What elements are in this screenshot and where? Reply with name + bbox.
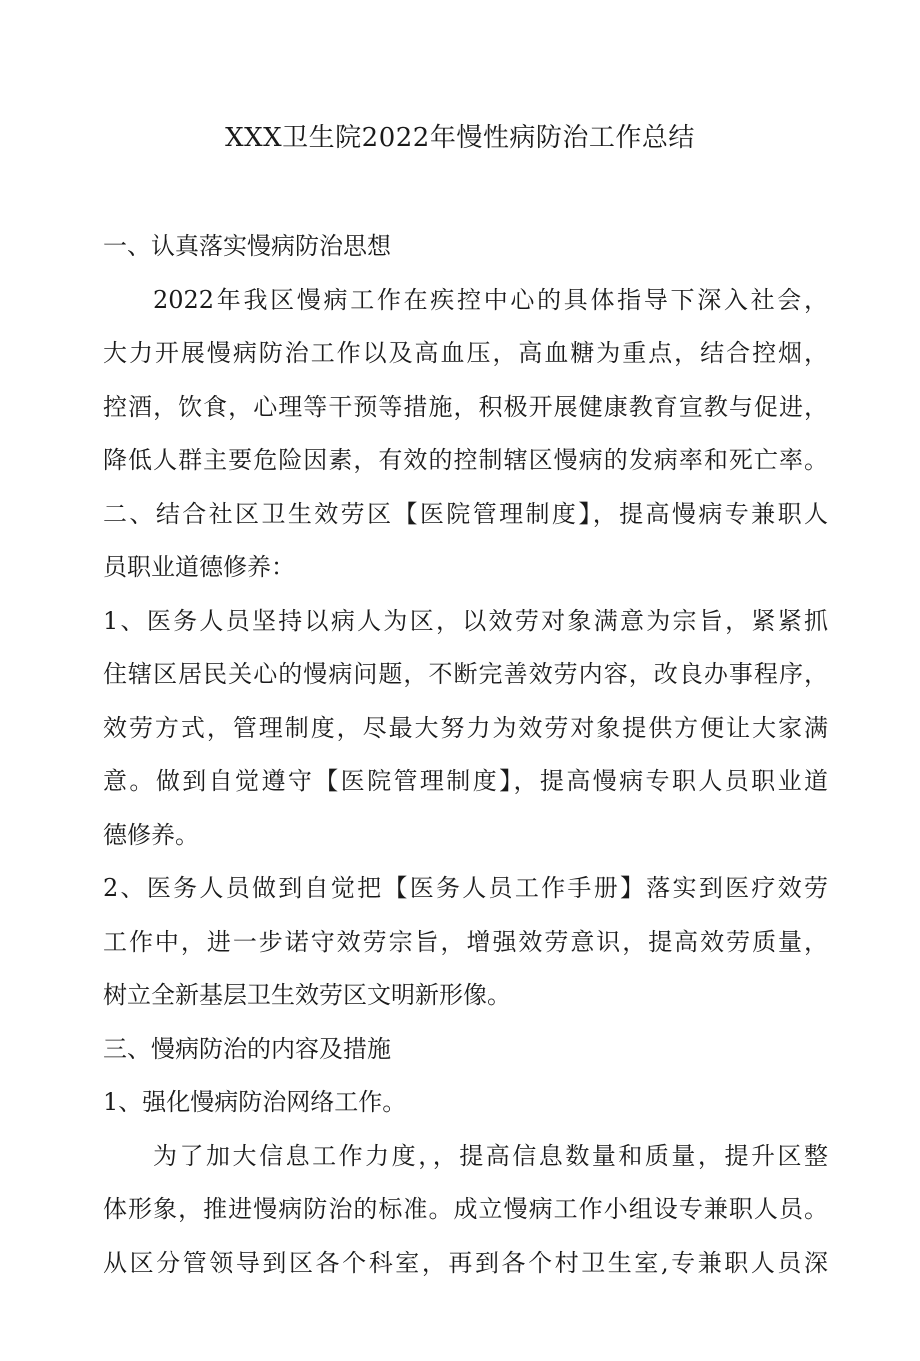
section-heading-2: 二、结合社区卫生效劳区【医院管理制度】，提高慢病专兼职人 bbox=[103, 499, 828, 528]
section-heading-3: 三、慢病防治的内容及措施 bbox=[103, 1034, 391, 1063]
section-heading-1: 一、认真落实慢病防治思想 bbox=[103, 232, 391, 260]
paragraph-line: 降低人群主要危险因素，有效的控制辖区慢病的发病率和死亡率。 bbox=[103, 446, 828, 474]
paragraph-line: 体形象，推进慢病防治的标准。成立慢病工作小组设专兼职人员。 bbox=[103, 1195, 828, 1223]
paragraph-line: 意。做到自觉遵守【医院管理制度】，提高慢病专职人员职业道 bbox=[103, 767, 828, 795]
paragraph-line: 工作中，进一步诺守效劳宗旨，增强效劳意识，提高效劳质量， bbox=[103, 927, 828, 956]
paragraph-line: 效劳方式，管理制度，尽最大努力为效劳对象提供方便让大家满 bbox=[103, 713, 828, 742]
paragraph-line: 2022年我区慢病工作在疾控中心的具体指导下深入社会， bbox=[153, 285, 828, 314]
paragraph-line: 住辖区居民关心的慢病问题，不断完善效劳内容，改良办事程序， bbox=[103, 660, 828, 688]
paragraph-line: 控酒，饮食，心理等干预等措施，积极开展健康教育宣教与促进， bbox=[103, 392, 828, 421]
paragraph-line: 树立全新基层卫生效劳区文明新形像。 bbox=[103, 981, 511, 1009]
document-body bbox=[103, 220, 828, 1290]
paragraph-line: 2、医务人员做到自觉把【医务人员工作手册】落实到医疗效劳 bbox=[103, 874, 828, 902]
paragraph-line: 德修养。 bbox=[103, 820, 199, 849]
paragraph-line: 从区分管领导到区各个科室，再到各个村卫生室,专兼职人员深 bbox=[103, 1248, 828, 1277]
subsection-heading: 1、强化慢病防治网络工作。 bbox=[103, 1088, 407, 1116]
paragraph-line: 为了加大信息工作力度，，提高信息数量和质量，提升区整 bbox=[153, 1141, 828, 1170]
section-heading-2-cont: 员职业道德修养： bbox=[103, 553, 295, 581]
document-title: XXX卫生院2022年慢性病防治工作总结 bbox=[225, 123, 695, 153]
paragraph-line: 1、医务人员坚持以病人为区，以效劳对象满意为宗旨，紧紧抓 bbox=[103, 606, 828, 635]
paragraph-line: 大力开展慢病防治工作以及高血压，高血糖为重点，结合控烟， bbox=[103, 339, 828, 367]
